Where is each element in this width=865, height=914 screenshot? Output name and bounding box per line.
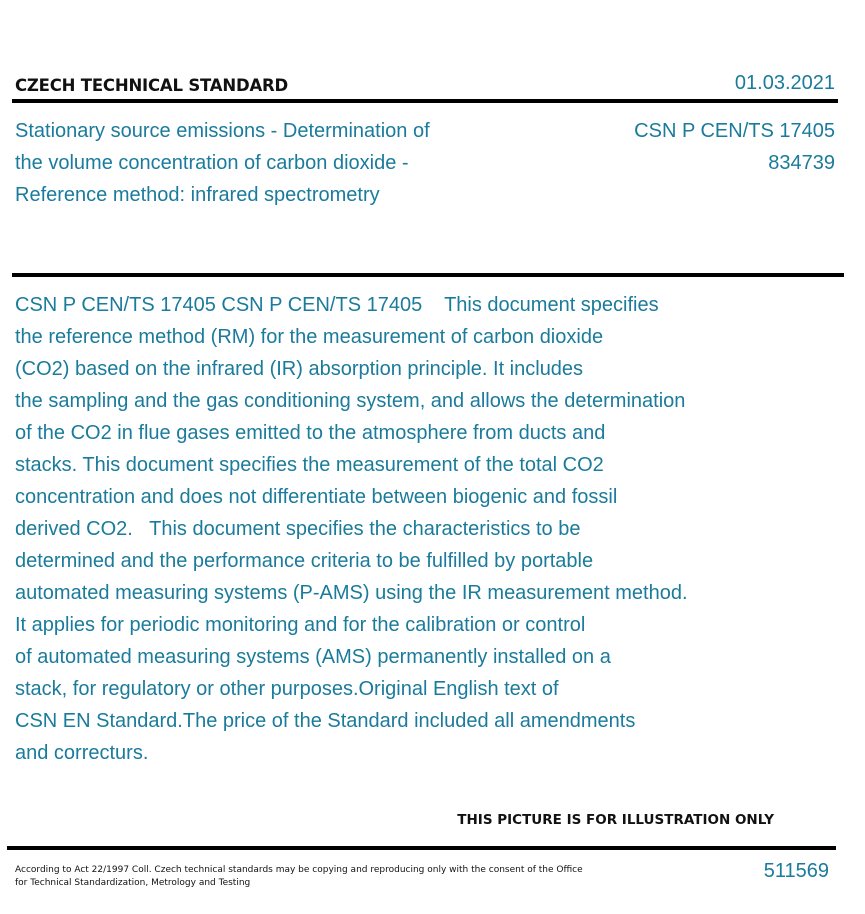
description-line: the reference method (RM) for the measurement of carbon dioxide — [15, 326, 604, 348]
description-line: of the CO2 in flue gases emitted to the atmosphere from ducts and — [15, 422, 606, 444]
order-number: 511569 — [763, 860, 829, 882]
standard-identifier — [634, 115, 835, 179]
standard-number: 834739 — [768, 152, 835, 174]
description-line: It applies for periodic monitoring and for the calibration or control — [15, 614, 586, 636]
middle-divider — [12, 273, 844, 277]
description-line: concentration and does not differentiate between biogenic and fossil — [15, 486, 618, 508]
title-line: Reference method: infrared spectrometry — [15, 184, 380, 206]
standard-title — [15, 115, 495, 211]
publication-date: 01.03.2021 — [734, 72, 835, 94]
description-line: automated measuring systems (P-AMS) using the IR measurement method. — [15, 582, 688, 604]
standard-description — [15, 289, 745, 769]
description-line: determined and the performance criteria to be fulfilled by portable — [15, 550, 594, 572]
top-divider — [12, 99, 838, 103]
description-line: (CO2) based on the infrared (IR) absorption principle. It includes — [15, 358, 584, 380]
description-line: the sampling and the gas conditioning system, and allows the determination — [15, 390, 686, 412]
description-line: CSN EN Standard.The price of the Standard included all amendments — [15, 710, 636, 732]
legal-line: According to Act 22/1997 Coll. Czech technical standards may be copying and reproducing only with the consent of the Office — [15, 865, 583, 875]
bottom-divider — [7, 846, 836, 850]
description-line: and correcturs. — [15, 742, 149, 764]
description-line: derived CO2. This document specifies the characteristics to be — [15, 518, 581, 540]
description-line: stack, for regulatory or other purposes.Original English text of — [15, 678, 559, 700]
legal-notice — [15, 864, 583, 890]
description-line: of automated measuring systems (AMS) permanently installed on a — [15, 646, 611, 668]
description-line: stacks. This document specifies the measurement of the total CO2 — [15, 454, 604, 476]
document-type-label: CZECH TECHNICAL STANDARD — [15, 76, 289, 95]
illustration-note: THIS PICTURE IS FOR ILLUSTRATION ONLY — [457, 812, 774, 828]
legal-line: for Technical Standardization, Metrology and Testing — [15, 878, 251, 888]
description-line: CSN P CEN/TS 17405 CSN P CEN/TS 17405 This document specifies — [15, 294, 659, 316]
title-line: Stationary source emissions - Determination of — [15, 120, 430, 142]
standard-code: CSN P CEN/TS 17405 — [634, 120, 835, 142]
title-line: the volume concentration of carbon dioxide - — [15, 152, 409, 174]
